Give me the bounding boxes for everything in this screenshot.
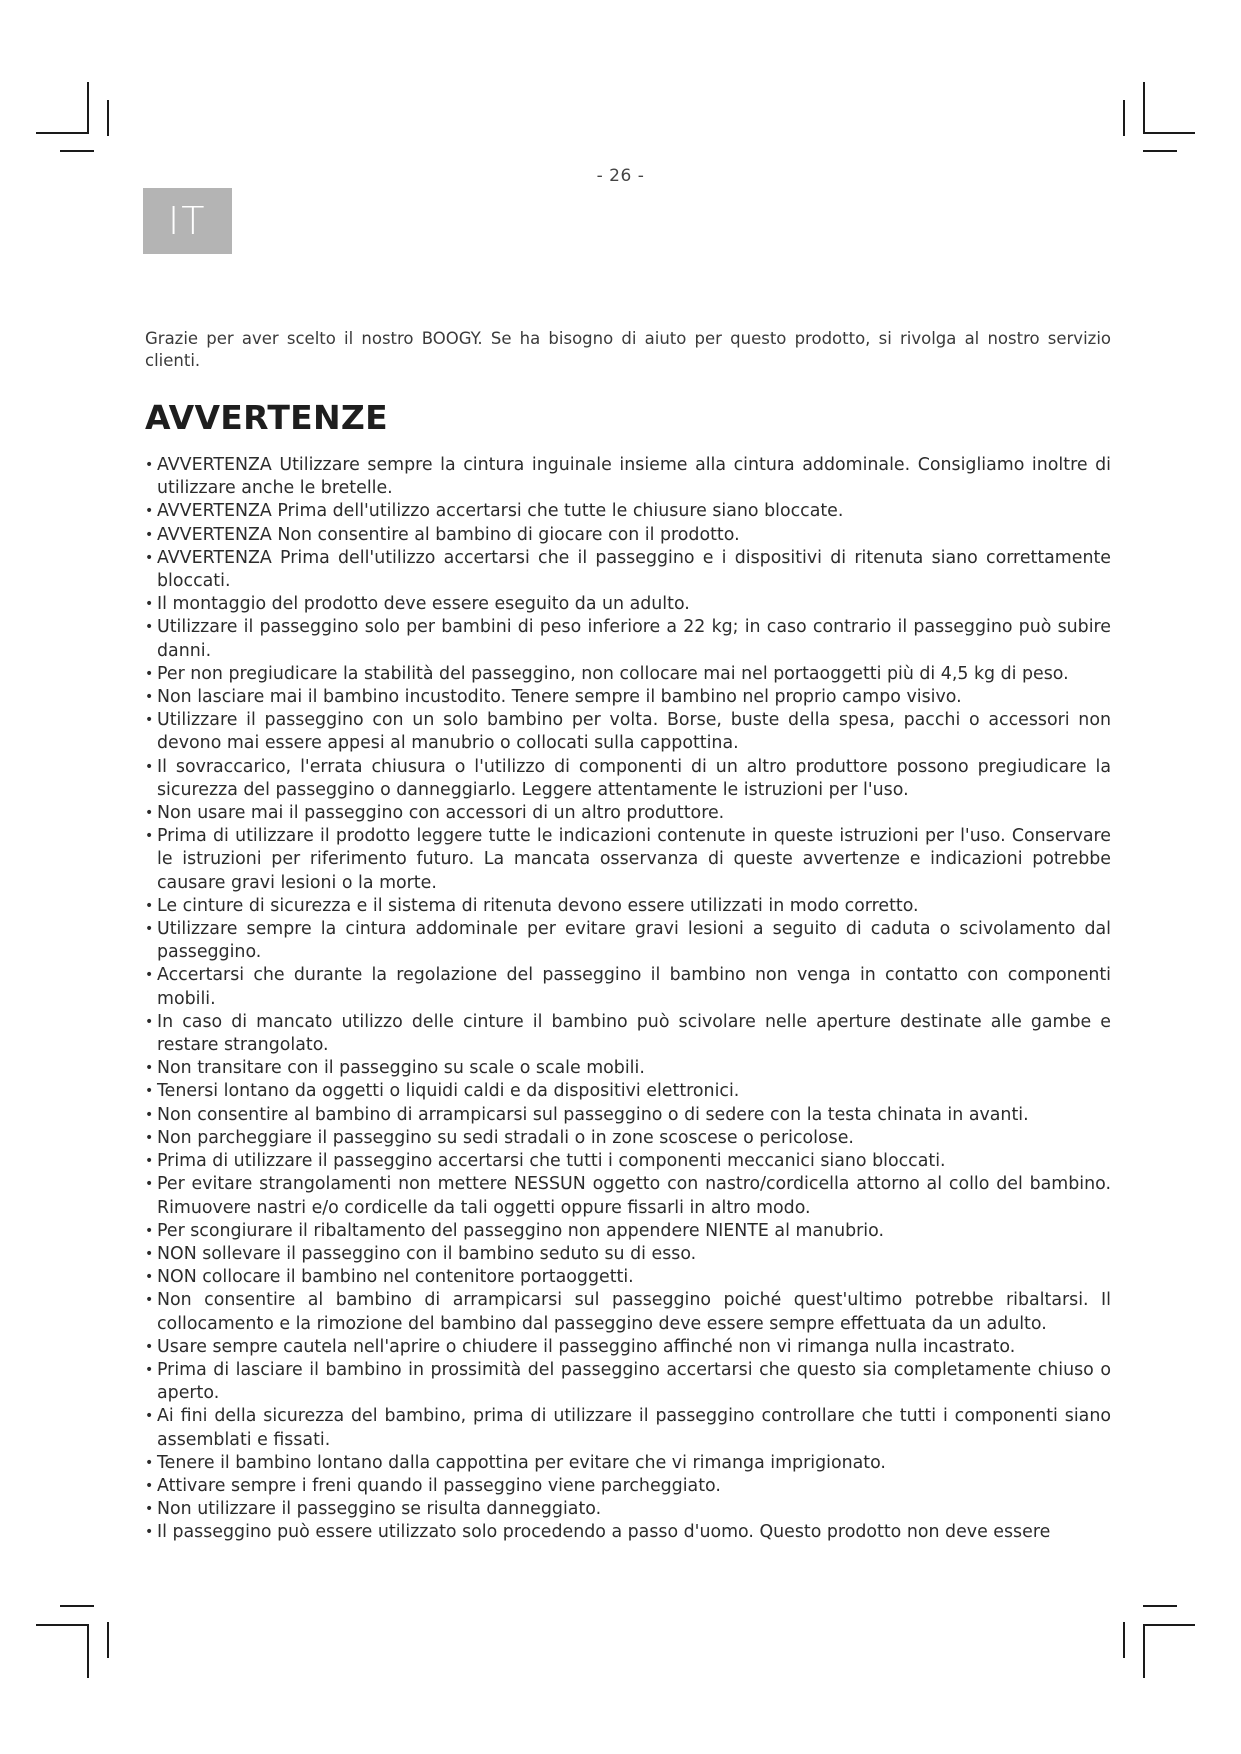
page-number: - 26 - (596, 166, 645, 186)
crop-mark-top-left (87, 82, 89, 134)
section-title: AVVERTENZE (145, 398, 388, 437)
crop-mark-bottom-right (1143, 1624, 1145, 1678)
crop-mark-top-left (36, 132, 88, 134)
warning-item: • Usare sempre cautela nell'aprire o chiudere il passeggino affinché non vi rimanga nulla incastrato. (145, 1336, 1111, 1359)
crop-mark-bottom-right (1143, 1605, 1177, 1607)
crop-mark-top-right (1143, 132, 1195, 134)
intro-paragraph: Grazie per aver scelto il nostro BOOGY. Se ha bisogno di aiuto per questo prodotto, si rivolga al nostro servizio clienti. (145, 329, 1111, 370)
warning-item: • In caso di mancato utilizzo delle cinture il bambino può scivolare nelle aperture destinate alle gambe e restare strangolato. (145, 1011, 1111, 1057)
warning-item: • AVVERTENZA Prima dell'utilizzo accertarsi che il passeggino e i dispositivi di ritenuta siano correttamente bloccati. (145, 547, 1111, 593)
warning-item: • Le cinture di sicurezza e il sistema di ritenuta devono essere utilizzati in modo corretto. (145, 895, 1111, 918)
crop-mark-bottom-right (1143, 1624, 1195, 1626)
crop-mark-bottom-right (1123, 1622, 1125, 1658)
warning-item: • Il sovraccarico, l'errata chiusura o l'utilizzo di componenti di un altro produttore possono pregiudicare la sicurezza del passeggino o danneggiarlo. Leggere attentamente le istruzioni per l'uso. (145, 756, 1111, 802)
warning-item: • Il passeggino può essere utilizzato solo procedendo a passo d'uomo. Questo prodotto non deve essere (145, 1521, 1111, 1544)
warning-item: • Utilizzare il passeggino con un solo bambino per volta. Borse, buste della spesa, pacchi o accessori non devono mai essere appesi al manubrio o collocati sulla cappottina. (145, 709, 1111, 755)
warning-item: • Prima di lasciare il bambino in prossimità del passeggino accertarsi che questo sia completamente chiuso o aperto. (145, 1359, 1111, 1405)
warning-item: • Per scongiurare il ribaltamento del passeggino non appendere NIENTE al manubrio. (145, 1220, 1111, 1243)
crop-mark-top-left (107, 100, 109, 136)
warning-item: • NON collocare il bambino nel contenitore portaoggetti. (145, 1266, 1111, 1289)
warning-item: • Non usare mai il passeggino con accessori di un altro produttore. (145, 802, 1111, 825)
warnings-list (145, 454, 1111, 1545)
crop-mark-bottom-left (107, 1622, 109, 1658)
warning-item: • AVVERTENZA Non consentire al bambino di giocare con il prodotto. (145, 524, 1111, 547)
warning-item: • Il montaggio del prodotto deve essere eseguito da un adulto. (145, 593, 1111, 616)
warning-item: • Attivare sempre i freni quando il passeggino viene parcheggiato. (145, 1475, 1111, 1498)
warning-item: • Non consentire al bambino di arrampicarsi sul passeggino poiché quest'ultimo potrebbe ribaltarsi. Il collocamento e la rimozione del bambino dal passeggino deve essere sempre effettuata da un adulto. (145, 1289, 1111, 1335)
warning-item: • Non consentire al bambino di arrampicarsi sul passeggino o di sedere con la testa chinata in avanti. (145, 1104, 1111, 1127)
crop-mark-top-right (1143, 82, 1145, 134)
warning-item: • Non transitare con il passeggino su scale o scale mobili. (145, 1057, 1111, 1080)
warning-item: • Per non pregiudicare la stabilità del passeggino, non collocare mai nel portaoggetti più di 4,5 kg di peso. (145, 663, 1111, 686)
warning-item: • Per evitare strangolamenti non mettere NESSUN oggetto con nastro/cordicella attorno al collo del bambino. Rimuovere nastri e/o cordicelle da tali oggetti oppure fissarli in altro modo. (145, 1173, 1111, 1219)
crop-mark-bottom-left (60, 1605, 94, 1607)
warning-item: • Non utilizzare il passeggino se risulta danneggiato. (145, 1498, 1111, 1521)
warning-item: • Tenere il bambino lontano dalla cappottina per evitare che vi rimanga imprigionato. (145, 1452, 1111, 1475)
crop-mark-top-left (60, 150, 94, 152)
warning-item: • Non lasciare mai il bambino incustodito. Tenere sempre il bambino nel proprio campo visivo. (145, 686, 1111, 709)
crop-mark-top-right (1143, 150, 1177, 152)
warning-item: • NON sollevare il passeggino con il bambino seduto su di esso. (145, 1243, 1111, 1266)
warning-item: • AVVERTENZA Prima dell'utilizzo accertarsi che tutte le chiusure siano bloccate. (145, 500, 1111, 523)
warning-item: • Utilizzare il passeggino solo per bambini di peso inferiore a 22 kg; in caso contrario il passeggino può subire danni. (145, 616, 1111, 662)
crop-mark-top-right (1123, 100, 1125, 136)
warning-item: • Ai fini della sicurezza del bambino, prima di utilizzare il passeggino controllare che tutti i componenti siano assemblati e fissati. (145, 1405, 1111, 1451)
warning-item: • Non parcheggiare il passeggino su sedi stradali o in zone scoscese o pericolose. (145, 1127, 1111, 1150)
language-tab: IT (143, 188, 232, 254)
crop-mark-bottom-left (87, 1624, 89, 1678)
warning-item: • Utilizzare sempre la cintura addominale per evitare gravi lesioni a seguito di caduta o scivolamento dal passeggino. (145, 918, 1111, 964)
warning-item: • Prima di utilizzare il prodotto leggere tutte le indicazioni contenute in queste istruzioni per l'uso. Conservare le istruzioni per riferimento futuro. La mancata osservanza di queste avvertenze e indicazioni potrebbe causare gravi lesioni o la morte. (145, 825, 1111, 895)
warning-item: • Tenersi lontano da oggetti o liquidi caldi e da dispositivi elettronici. (145, 1080, 1111, 1103)
warning-item: • AVVERTENZA Utilizzare sempre la cintura inguinale insieme alla cintura addominale. Consigliamo inoltre di utilizzare anche le bretelle. (145, 454, 1111, 500)
crop-mark-bottom-left (36, 1624, 88, 1626)
warning-item: • Prima di utilizzare il passeggino accertarsi che tutti i componenti meccanici siano bloccati. (145, 1150, 1111, 1173)
warning-item: • Accertarsi che durante la regolazione del passeggino il bambino non venga in contatto con componenti mobili. (145, 964, 1111, 1010)
